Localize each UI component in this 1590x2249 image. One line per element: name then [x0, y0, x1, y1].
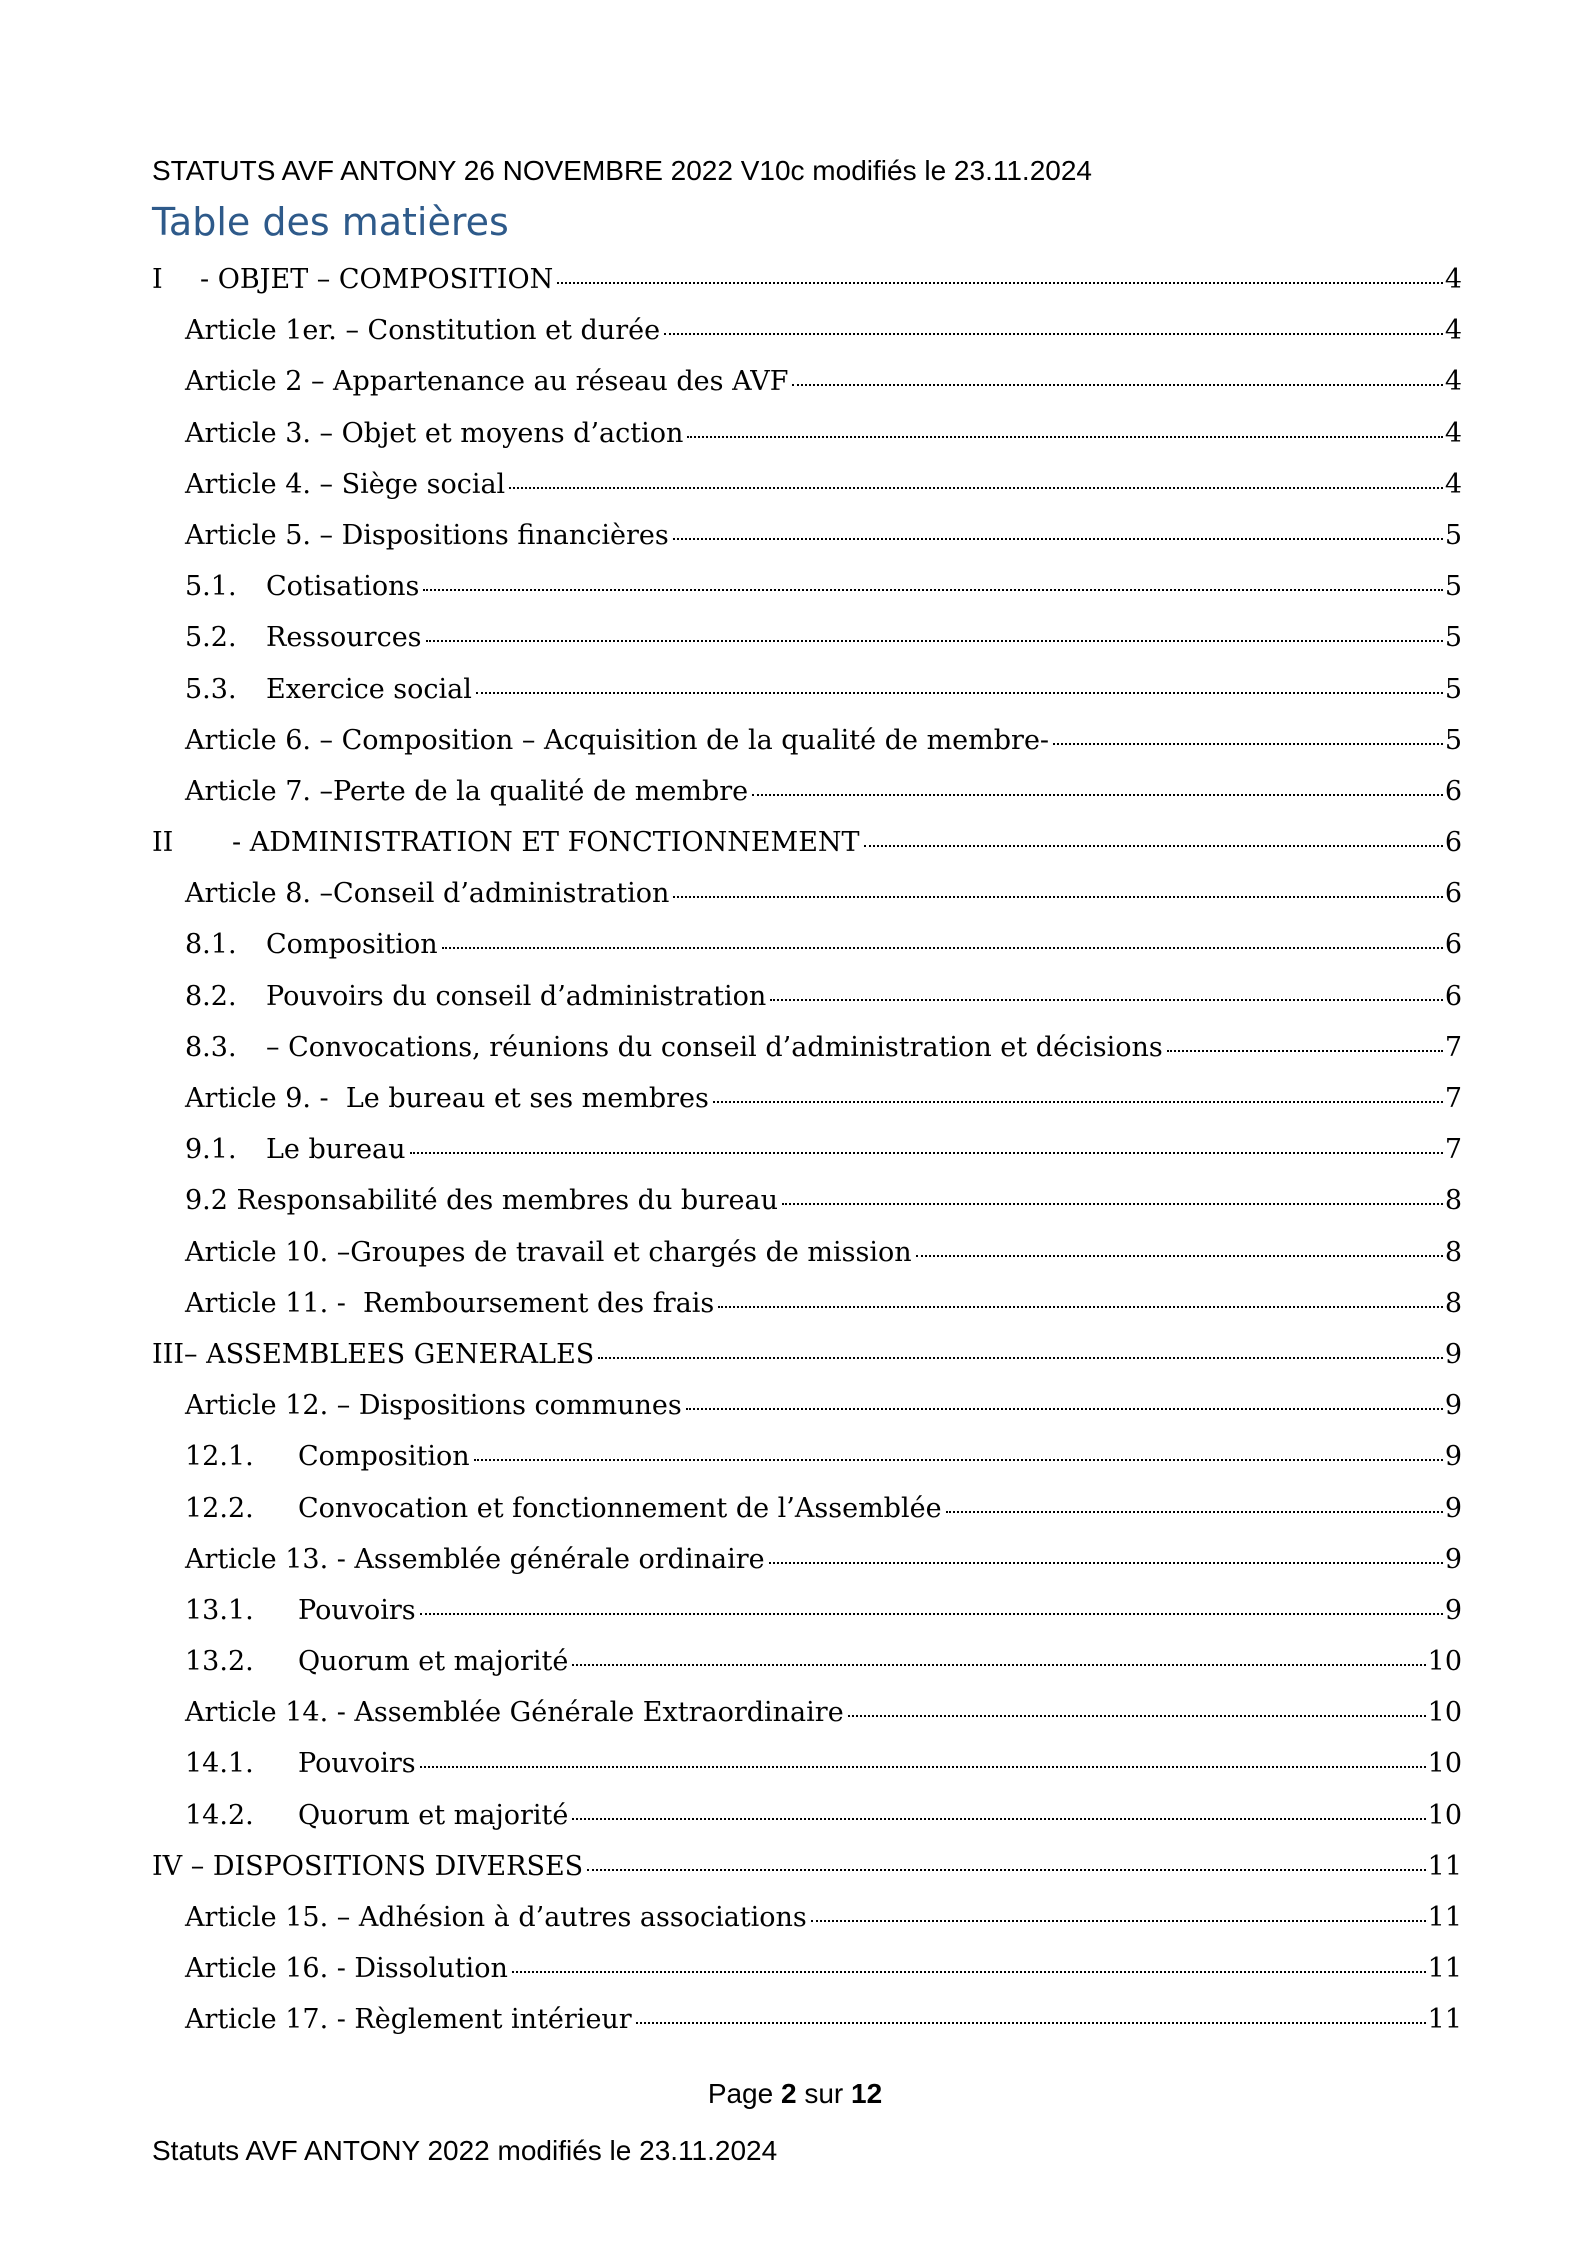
toc-entry-number: 14.1.	[185, 1748, 254, 1780]
toc-entry-page: 11	[1427, 1902, 1462, 1933]
toc-entry-page: 10	[1427, 1646, 1462, 1678]
toc-entry-page: 9	[1444, 1594, 1462, 1626]
toc-entry-page: 11	[1427, 2004, 1462, 2036]
toc-entry[interactable]	[152, 1134, 1462, 1185]
dot-leader	[792, 384, 1442, 386]
toc-entry-number: II	[152, 827, 174, 859]
toc-entry[interactable]	[152, 1339, 1462, 1390]
page-number	[0, 2078, 1590, 2110]
toc-entry[interactable]	[152, 1493, 1462, 1544]
toc-entry-label: Article 8. –Conseil d’administration	[185, 878, 670, 910]
toc-entry-page: 5	[1444, 519, 1462, 551]
toc-entry-label: - OBJET – COMPOSITION	[200, 264, 554, 295]
toc-entry-label: Convocation et fonctionnement de l’Assemblée	[298, 1492, 942, 1524]
toc-entry-label: Article 4. – Siège social	[185, 468, 506, 500]
toc-entry-page: 8	[1444, 1185, 1462, 1217]
toc-entry[interactable]	[152, 878, 1462, 929]
toc-entry[interactable]	[152, 1953, 1462, 2004]
dot-leader	[598, 1357, 1443, 1359]
dot-leader	[410, 1152, 1443, 1154]
toc-entry-page: 6	[1444, 929, 1462, 961]
dot-leader	[442, 947, 1443, 949]
total-pages: 12	[851, 2078, 883, 2109]
dot-leader	[587, 1869, 1425, 1871]
toc-entry-label: Article 1er. – Constitution et durée	[185, 315, 661, 347]
toc-entry-page: 6	[1444, 827, 1462, 859]
toc-entry-page: 6	[1444, 980, 1462, 1012]
toc-entry-label: Quorum et majorité	[298, 1799, 569, 1831]
toc-entry-number: 13.1.	[185, 1594, 254, 1626]
toc-entry[interactable]	[152, 469, 1462, 520]
dot-leader	[572, 1664, 1425, 1666]
toc-entry[interactable]	[152, 1748, 1462, 1799]
toc-entry-label: Article 15. – Adhésion à d’autres associations	[185, 1902, 807, 1933]
toc-entry-label: 9.2 Responsabilité des membres du bureau	[185, 1185, 778, 1217]
toc-entry-label: Le bureau	[266, 1134, 406, 1166]
toc-entry-label: Pouvoirs du conseil d’administration	[266, 980, 767, 1012]
toc-entry[interactable]	[152, 1083, 1462, 1134]
toc-entry-label: IV – DISPOSITIONS DIVERSES	[152, 1850, 584, 1882]
dot-leader	[572, 1818, 1425, 1820]
toc-entry-label: - ADMINISTRATION ET FONCTIONNEMENT	[232, 827, 860, 859]
toc-entry-label: Article 14. - Assemblée Générale Extraordinaire	[185, 1697, 844, 1729]
toc-entry-page: 4	[1444, 366, 1462, 398]
toc-entry-label: Pouvoirs	[298, 1594, 416, 1626]
toc-entry-page: 5	[1444, 622, 1462, 654]
toc-entry[interactable]	[152, 725, 1462, 776]
toc-entry-page: 7	[1444, 1134, 1462, 1166]
page-prefix: Page	[707, 2078, 781, 2109]
dot-leader	[1167, 1050, 1443, 1052]
dot-leader	[509, 487, 1443, 489]
toc-entry[interactable]	[152, 1237, 1462, 1288]
toc-entry-label: Article 11. - Remboursement des frais	[185, 1287, 715, 1319]
dot-leader	[557, 282, 1443, 284]
toc-entry-label: Article 9. - Le bureau et ses membres	[185, 1083, 709, 1114]
toc-entry-label: Pouvoirs	[298, 1748, 416, 1780]
current-page: 2	[780, 2078, 797, 2109]
dot-leader	[476, 692, 1443, 694]
toc-entry-page: 5	[1444, 724, 1462, 756]
toc-entry[interactable]	[152, 674, 1462, 725]
toc-entry[interactable]	[152, 1595, 1462, 1646]
dot-leader	[687, 436, 1442, 438]
toc-entry[interactable]	[152, 1902, 1462, 1953]
toc-entry-number: 14.2.	[185, 1799, 254, 1831]
toc-entry-label: Article 13. - Assemblée générale ordinaire	[185, 1543, 765, 1575]
page-mid: sur	[796, 2078, 852, 2109]
toc-entry-number: 8.3.	[185, 1031, 237, 1063]
toc-entry-page: 10	[1427, 1799, 1462, 1831]
document-footer: Statuts AVF ANTONY 2022 modifiés le 23.11.2024	[152, 2135, 778, 2166]
toc-entry[interactable]	[152, 1697, 1462, 1748]
dot-leader	[811, 1920, 1426, 1922]
dot-leader	[673, 538, 1443, 540]
toc-entry-label: Ressources	[266, 622, 422, 654]
toc-entry-label: Article 5. – Dispositions financières	[185, 519, 669, 551]
toc-entry-page: 9	[1444, 1338, 1462, 1370]
dot-leader	[718, 1306, 1443, 1308]
toc-entry-page: 4	[1444, 468, 1462, 500]
dot-leader	[426, 640, 1443, 642]
dot-leader	[420, 1766, 1426, 1768]
toc-entry-page: 7	[1444, 1083, 1462, 1114]
toc-entry-number: 5.2.	[185, 622, 237, 654]
dot-leader	[1053, 743, 1443, 745]
toc-entry[interactable]	[152, 366, 1462, 417]
toc-entry[interactable]	[152, 622, 1462, 673]
dot-leader	[782, 1203, 1443, 1205]
dot-leader	[664, 333, 1443, 335]
toc-entry-number: 9.1.	[185, 1134, 237, 1166]
dot-leader	[686, 1408, 1443, 1410]
toc-entry-page: 5	[1444, 571, 1462, 603]
toc-entry-label: – Convocations, réunions du conseil d’administration et décisions	[266, 1031, 1163, 1063]
toc-entry[interactable]	[152, 571, 1462, 622]
toc-entry-page: 11	[1427, 1953, 1462, 1985]
toc-entry-page: 7	[1444, 1031, 1462, 1063]
toc-entry-number: 12.2.	[185, 1492, 254, 1524]
toc-entry-page: 9	[1444, 1441, 1462, 1473]
toc-entry-label: III– ASSEMBLEES GENERALES	[152, 1338, 595, 1370]
toc-entry[interactable]	[152, 1441, 1462, 1492]
toc-entry[interactable]	[152, 827, 1462, 878]
toc-entry-page: 6	[1444, 878, 1462, 910]
toc-entry-number: 5.1.	[185, 571, 237, 603]
toc-entry[interactable]	[152, 981, 1462, 1032]
dot-leader	[946, 1511, 1443, 1513]
toc-entry[interactable]	[152, 264, 1462, 315]
toc-entry[interactable]	[152, 1851, 1462, 1902]
dot-leader	[770, 999, 1443, 1001]
table-of-contents	[152, 264, 1462, 2056]
dot-leader	[512, 1971, 1426, 1973]
dot-leader	[474, 1459, 1443, 1461]
toc-entry-number: 12.1.	[185, 1441, 254, 1473]
toc-entry-label: Composition	[298, 1441, 470, 1473]
dot-leader	[864, 845, 1443, 847]
toc-entry-page: 9	[1444, 1492, 1462, 1524]
dot-leader	[916, 1255, 1443, 1257]
toc-entry-number: 8.1.	[185, 929, 237, 961]
toc-entry[interactable]	[152, 1032, 1462, 1083]
toc-entry[interactable]	[152, 1185, 1462, 1236]
toc-title: Table des matières	[152, 200, 509, 244]
toc-entry-label: Article 16. - Dissolution	[185, 1953, 508, 1985]
toc-entry-number: I	[152, 264, 163, 295]
toc-entry-page: 5	[1444, 673, 1462, 705]
toc-entry-page: 10	[1427, 1748, 1462, 1780]
toc-entry[interactable]	[152, 1800, 1462, 1851]
toc-entry-label: Article 2 – Appartenance au réseau des AVF	[185, 366, 789, 398]
toc-entry-page: 4	[1444, 417, 1462, 449]
toc-entry[interactable]	[152, 1390, 1462, 1441]
toc-entry-label: Article 3. – Objet et moyens d’action	[185, 417, 684, 449]
toc-entry-page: 4	[1444, 315, 1462, 347]
toc-entry-page: 9	[1444, 1390, 1462, 1422]
dot-leader	[769, 1562, 1443, 1564]
toc-entry-label: Composition	[266, 929, 438, 961]
dot-leader	[636, 2022, 1426, 2024]
toc-entry[interactable]	[152, 776, 1462, 827]
toc-entry[interactable]	[152, 315, 1462, 366]
toc-entry-label: Cotisations	[266, 571, 420, 603]
dot-leader	[673, 896, 1442, 898]
toc-entry-number: 5.3.	[185, 673, 237, 705]
toc-entry-page: 4	[1444, 264, 1462, 295]
toc-entry-number: 8.2.	[185, 980, 237, 1012]
toc-entry-label: Exercice social	[266, 673, 472, 705]
toc-entry[interactable]	[152, 929, 1462, 980]
toc-entry[interactable]	[152, 418, 1462, 469]
toc-entry-label: Quorum et majorité	[298, 1646, 569, 1678]
toc-entry-label: Article 7. –Perte de la qualité de membre	[185, 775, 749, 807]
toc-entry[interactable]	[152, 2004, 1462, 2055]
dot-leader	[423, 589, 1442, 591]
toc-entry-page: 6	[1444, 775, 1462, 807]
toc-entry-number: 13.2.	[185, 1646, 254, 1678]
toc-entry-label: Article 12. – Dispositions communes	[185, 1390, 682, 1422]
toc-entry[interactable]	[152, 1646, 1462, 1697]
toc-entry-label: Article 17. - Règlement intérieur	[185, 2004, 632, 2036]
toc-entry-page: 10	[1427, 1697, 1462, 1729]
document-header: STATUTS AVF ANTONY 26 NOVEMBRE 2022 V10c modifiés le 23.11.2024	[152, 155, 1092, 186]
toc-entry[interactable]	[152, 520, 1462, 571]
dot-leader	[713, 1101, 1443, 1103]
toc-entry-label: Article 6. – Composition – Acquisition de la qualité de membre-	[185, 724, 1050, 756]
toc-entry[interactable]	[152, 1288, 1462, 1339]
toc-entry-page: 11	[1427, 1850, 1462, 1882]
dot-leader	[752, 794, 1443, 796]
toc-entry[interactable]	[152, 1544, 1462, 1595]
dot-leader	[420, 1613, 1443, 1615]
toc-entry-label: Article 10. –Groupes de travail et chargés de mission	[185, 1236, 912, 1268]
toc-entry-page: 8	[1444, 1236, 1462, 1268]
toc-entry-page: 9	[1444, 1543, 1462, 1575]
dot-leader	[848, 1715, 1426, 1717]
toc-entry-page: 8	[1444, 1287, 1462, 1319]
